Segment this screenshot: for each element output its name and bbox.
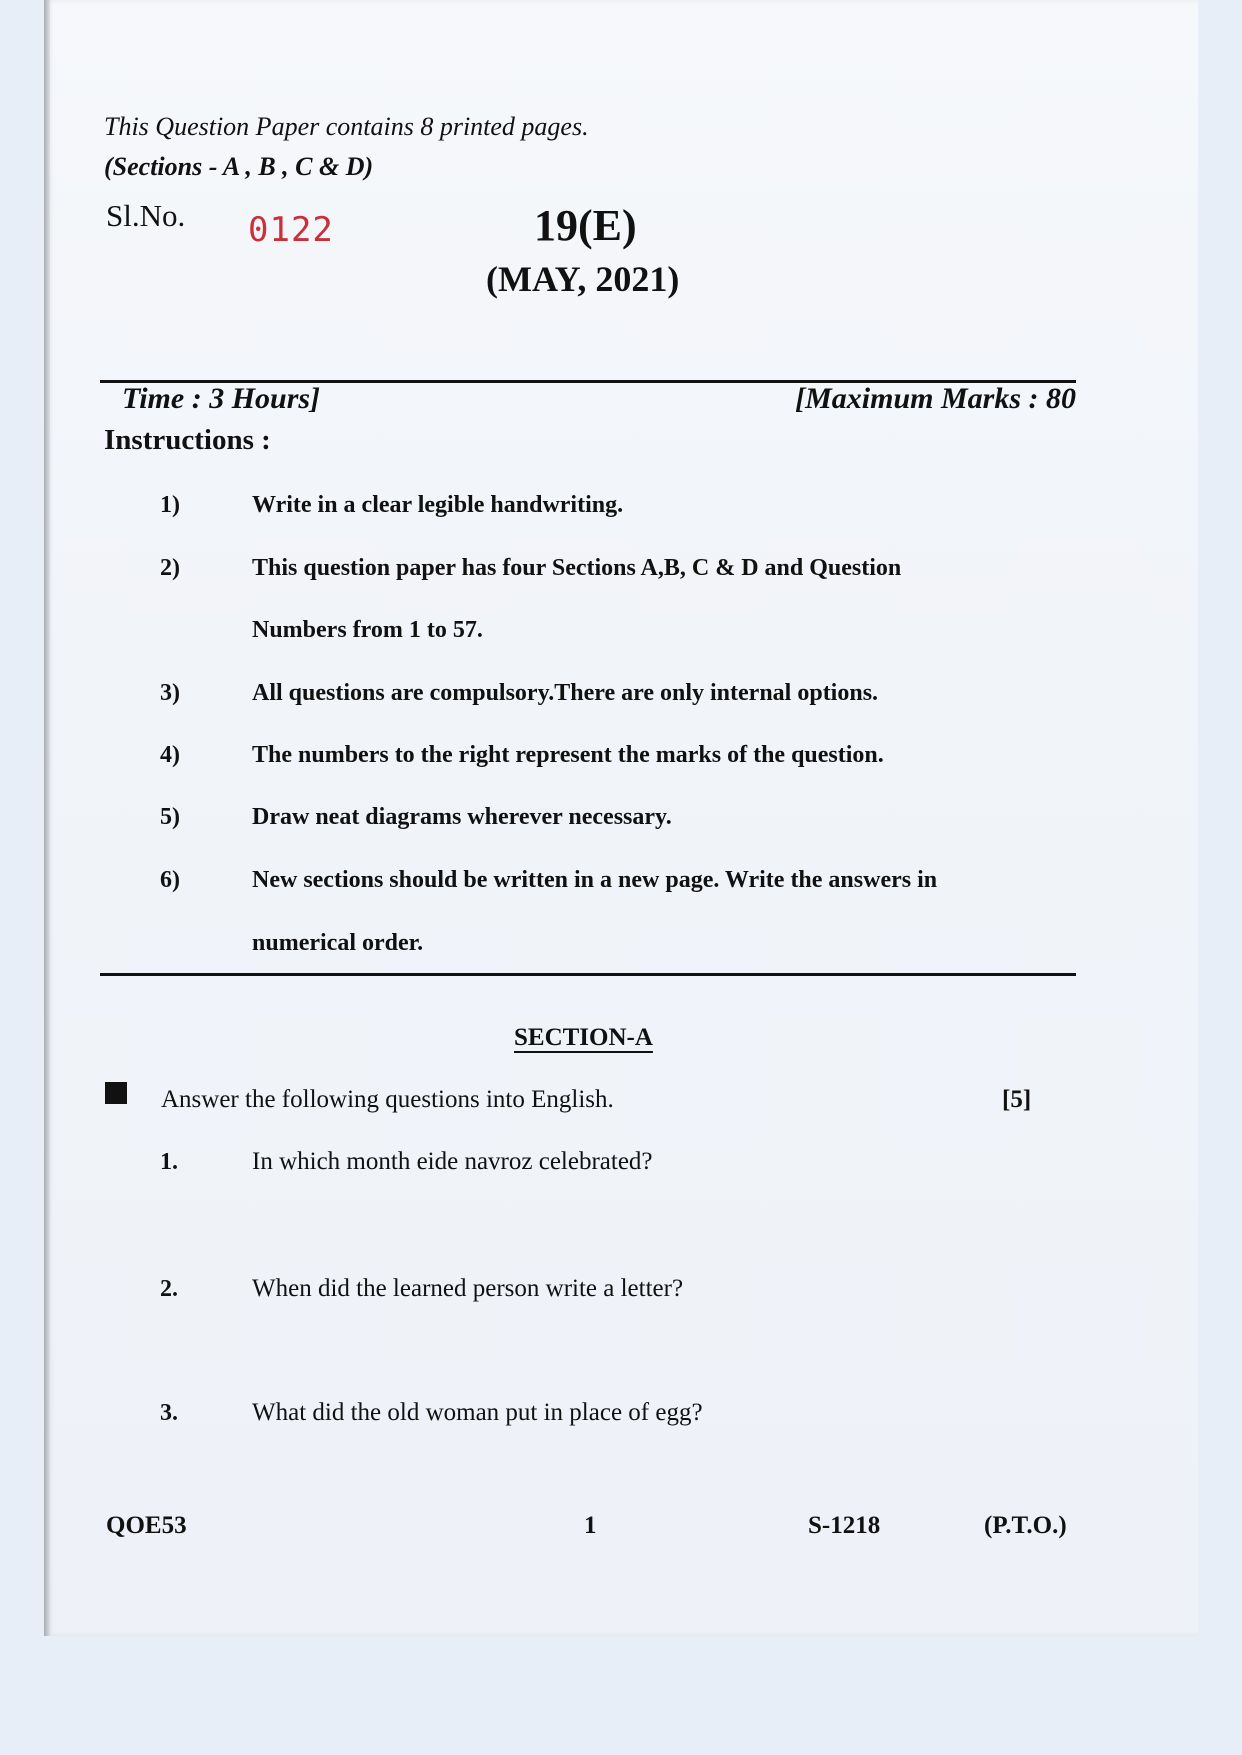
instructions-heading: Instructions :	[104, 424, 271, 456]
serial-number-value: 0122	[248, 210, 334, 250]
footer-paper-code: QOE53	[106, 1512, 187, 1539]
question-text: What did the old woman put in place of egg?	[252, 1399, 703, 1426]
question-number: 2.	[160, 1276, 178, 1302]
instruction-text-continued: numerical order.	[252, 930, 424, 956]
divider-bottom	[100, 973, 1076, 976]
footer-pto: (P.T.O.)	[984, 1512, 1067, 1539]
maximum-marks: [Maximum Marks : 80	[795, 382, 1076, 415]
exam-time: Time : 3 Hours]	[122, 382, 321, 415]
instruction-text: This question paper has four Sections A,B, C & D and Question	[252, 555, 902, 581]
instruction-number: 1)	[160, 492, 180, 518]
instruction-number: 2)	[160, 555, 180, 581]
instruction-number: 5)	[160, 804, 180, 830]
pages-note: This Question Paper contains 8 printed pages.	[104, 112, 589, 141]
question-number: 3.	[160, 1400, 178, 1426]
exam-date: (MAY, 2021)	[486, 259, 680, 299]
question-text: In which month eide navroz celebrated?	[252, 1148, 653, 1175]
footer-series-code: S-1218	[808, 1512, 881, 1539]
instruction-text: Draw neat diagrams wherever necessary.	[252, 804, 672, 830]
instruction-text: All questions are compulsory.There are only internal options.	[252, 680, 879, 706]
question-text: When did the learned person write a letter?	[252, 1275, 684, 1302]
footer-page-number: 1	[584, 1512, 597, 1539]
sections-note: (Sections - A , B , C & D)	[104, 152, 374, 181]
question-number: 1.	[160, 1149, 178, 1175]
serial-number-label: Sl.No.	[106, 198, 186, 233]
square-bullet-icon	[105, 1082, 127, 1104]
instruction-text: The numbers to the right represent the marks of the question.	[252, 742, 884, 768]
paper-code: 19(E)	[534, 201, 637, 250]
instruction-number: 4)	[160, 742, 180, 768]
section-a-title: SECTION-A	[514, 1024, 653, 1051]
section-a-marks: [5]	[1002, 1086, 1032, 1113]
instruction-text: New sections should be written in a new page. Write the answers in	[252, 867, 938, 893]
instruction-number: 6)	[160, 867, 180, 893]
section-a-intro: Answer the following questions into English.	[161, 1086, 614, 1113]
instruction-text-continued: Numbers from 1 to 57.	[252, 617, 483, 643]
instruction-number: 3)	[160, 680, 180, 706]
instruction-text: Write in a clear legible handwriting.	[252, 492, 624, 518]
